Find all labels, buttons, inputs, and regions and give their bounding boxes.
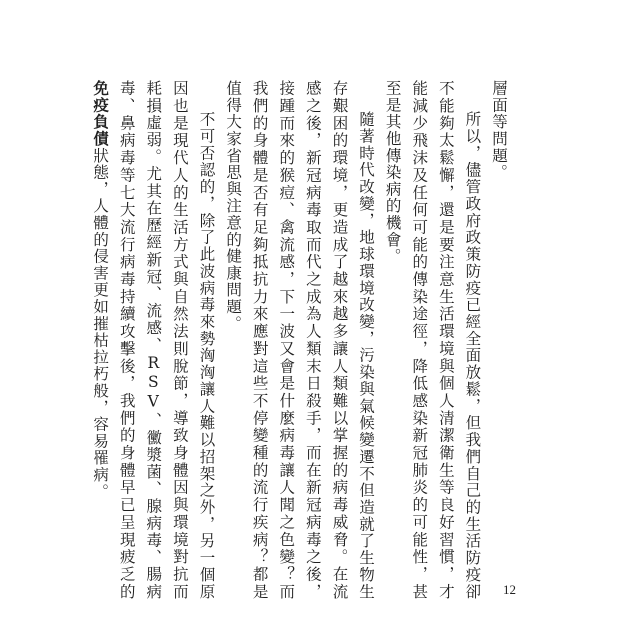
paragraph-2: 所以，儘管政府政策防疫已經全面放鬆，但我們自己的生活防疫卻不能夠太鬆懈，還是要注意生活環境與個人清潔衛生等良好習慣，才能減少飛沫及任何可能的傳染途徑，降低感染新冠肺炎的可能性，甚至是其他傳染病的機會。: [383, 80, 482, 600]
page-number: 12: [503, 582, 516, 597]
paragraph-3: 隨著時代改變，地球環境改變，污染與氣候變遷不但造就了生物生存艱困的環境，更造成了越來越多讓人類難以掌握的病毒威脅。在流感之後，新冠病毒取而代之成為人類末日殺手，而在新冠病毒之後，接踵而來的猴痘、禽流感，下一波又會是什麼病毒讓人聞之色變？而我們的身體是否有足夠抵抗力來應對這些不停變種的流行疾病？都是值得大家省思與注意的健康問題。: [224, 80, 376, 600]
paragraph-1: 層面等問題。: [490, 80, 508, 181]
vertical-text-body: [87, 80, 513, 600]
paragraph-4-text: 不可否認的，除了此波病毒來勢洶洶讓人難以招架之外，另一個原因也是現代人的生活方式與自然法則脫節，導致身體因與環境對抗而耗損虛弱。尤其在歷經新冠、流感、RSV、黴漿菌、腺病毒、腸病毒、鼻病毒等七大流行病毒持續攻擊後，我們的身體早已呈現疲乏的: [117, 80, 216, 600]
paragraph-4: [87, 80, 220, 600]
paragraph-4-text-end: 狀態，人體的侵害更如摧枯拉朽般，容易罹病。: [91, 147, 110, 501]
bold-keyword: 免疫負債: [91, 80, 111, 148]
